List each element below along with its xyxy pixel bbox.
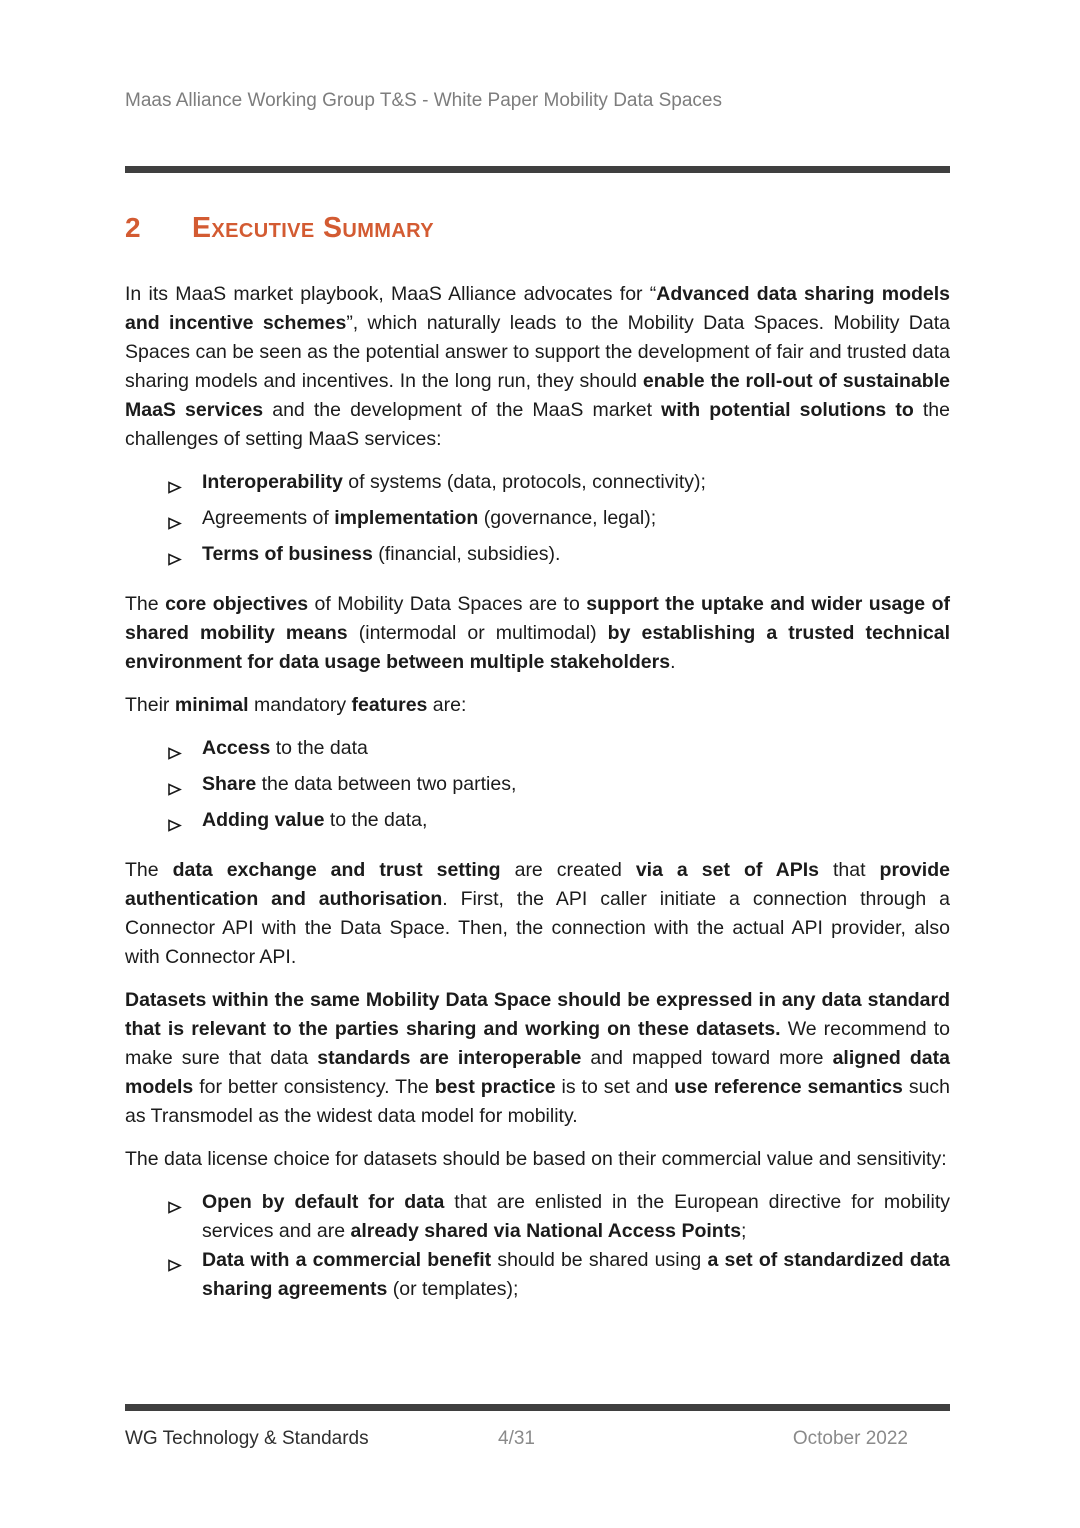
text: The <box>125 859 173 881</box>
text: . First, the API caller initiate a connection through a Connector API with the Data Space. Then, the connection with the actual API provider, also with Connector API. <box>125 888 950 968</box>
list-item <box>167 770 950 806</box>
text: We recommend to make sure that data <box>125 1018 950 1069</box>
arrow-bullet-icon <box>167 734 202 770</box>
text: for better consistency. The <box>193 1076 435 1098</box>
text: . <box>670 651 676 673</box>
list-item-text <box>202 504 950 533</box>
text: to the data <box>270 737 368 759</box>
text: the data between two parties, <box>256 773 517 795</box>
header-divider <box>125 166 950 173</box>
text: should be shared using <box>491 1249 708 1271</box>
bold-text: Datasets within the same Mobility Data Space should be expressed in any data standard that is relevant to the parties sharing and working on these datasets. <box>125 989 950 1040</box>
list-item-text <box>202 468 950 497</box>
arrow-bullet-icon <box>167 1188 202 1224</box>
list-item <box>167 504 950 540</box>
running-header: Maas Alliance Working Group T&S - White Paper Mobility Data Spaces <box>125 90 722 111</box>
bold-text: Open by default for data <box>202 1191 445 1213</box>
bold-text: standards are interoperable <box>317 1047 582 1069</box>
list-item <box>167 806 950 842</box>
text: (governance, legal); <box>478 507 657 529</box>
list-item <box>167 540 950 576</box>
footer-workgroup: WG Technology & Standards <box>125 1428 369 1449</box>
bold-text: already shared via National Access Points <box>350 1220 742 1242</box>
arrow-bullet-icon <box>167 1246 202 1282</box>
text: (intermodal or multimodal) <box>347 622 608 644</box>
text: that are enlisted in the European directive for mobility services and are <box>202 1191 950 1242</box>
list-item <box>167 468 950 504</box>
arrow-bullet-icon <box>167 504 202 540</box>
bold-text: core objectives <box>165 593 309 615</box>
text: the challenges of setting MaaS services: <box>125 399 950 450</box>
bold-text: Adding value <box>202 809 325 831</box>
section-title: Executive Summary <box>192 212 435 244</box>
bullet-list <box>125 1188 950 1304</box>
paragraph <box>125 1145 950 1174</box>
text: The data license choice for datasets should be based on their commercial value and sensitivity: <box>125 1148 947 1170</box>
text: (or templates); <box>387 1278 519 1300</box>
list-item-text <box>202 540 950 569</box>
bullet-list <box>125 468 950 576</box>
bold-text: minimal <box>174 694 249 716</box>
arrow-bullet-icon <box>167 770 202 806</box>
text: Their <box>125 694 175 716</box>
text: that <box>819 859 880 881</box>
text: The <box>125 593 166 615</box>
text: Agreements of <box>202 507 335 529</box>
text: mandatory <box>248 694 352 716</box>
text: In its MaaS market playbook, MaaS Alliance advocates for “ <box>125 283 657 305</box>
list-item-text <box>202 734 950 763</box>
list-item <box>167 734 950 770</box>
bold-text: Access <box>202 737 271 759</box>
text: of systems (data, protocols, connectivity); <box>342 471 706 493</box>
bold-text: implementation <box>334 507 479 529</box>
footer-page-number: 4/31 <box>498 1428 535 1449</box>
bullet-list <box>125 734 950 842</box>
bold-text: features <box>351 694 428 716</box>
arrow-bullet-icon <box>167 806 202 842</box>
text: ; <box>741 1220 747 1242</box>
bold-text: enable the roll-out of sustainable MaaS services <box>125 370 950 421</box>
text: is to set and <box>555 1076 675 1098</box>
bold-text: Interoperability <box>202 471 343 493</box>
bold-text: best practice <box>434 1076 556 1098</box>
bold-text: by establishing a trusted technical environment for data usage between multiple stakeholders <box>125 622 950 673</box>
text: are created <box>500 859 636 881</box>
arrow-bullet-icon <box>167 468 202 504</box>
list-item-text <box>202 1246 950 1304</box>
paragraph <box>125 280 950 454</box>
paragraph <box>125 590 950 677</box>
text: and mapped toward more <box>581 1047 833 1069</box>
footer-divider <box>125 1404 950 1411</box>
list-item-text <box>202 770 950 799</box>
bold-text: aligned data models <box>125 1047 950 1098</box>
list-item <box>167 1188 950 1246</box>
paragraph <box>125 986 950 1131</box>
text: (financial, subsidies). <box>372 543 561 565</box>
bold-text: Advanced data sharing models and incentive schemes <box>125 283 951 334</box>
bold-text: data exchange and trust setting <box>172 859 501 881</box>
bold-text: Share <box>202 773 257 795</box>
text: and the development of the MaaS market <box>263 399 662 421</box>
text: to the data, <box>324 809 428 831</box>
text: ”, which naturally leads to the Mobility Data Spaces. Mobility Data Spaces can be seen as the potential answer to support the development of fair and trusted data sharing models and incentives. In the long run, they should <box>125 312 950 392</box>
paragraph <box>125 856 950 972</box>
bold-text: support the uptake and wider usage of shared mobility means <box>125 593 950 644</box>
bold-text: Data with a commercial benefit <box>202 1249 492 1271</box>
arrow-bullet-icon <box>167 540 202 576</box>
section-number: 2 <box>125 212 141 243</box>
bold-text: use reference semantics <box>674 1076 903 1098</box>
footer-date: October 2022 <box>792 1428 908 1449</box>
paragraph <box>125 691 950 720</box>
document-body <box>125 280 950 1318</box>
bold-text: with potential solutions to <box>661 399 914 421</box>
bold-text: Terms of business <box>202 543 373 565</box>
section-heading <box>125 212 950 245</box>
list-item-text <box>202 806 950 835</box>
text: are: <box>427 694 467 716</box>
list-item-text <box>202 1188 950 1246</box>
running-footer <box>125 1428 950 1450</box>
text: such as Transmodel as the widest data model for mobility. <box>125 1076 951 1127</box>
text: of Mobility Data Spaces are to <box>308 593 587 615</box>
list-item <box>167 1246 950 1304</box>
bold-text: a set of standardized data sharing agreements <box>202 1249 950 1300</box>
bold-text: via a set of APIs <box>635 859 820 881</box>
bold-text: provide authentication and authorisation <box>125 859 950 910</box>
